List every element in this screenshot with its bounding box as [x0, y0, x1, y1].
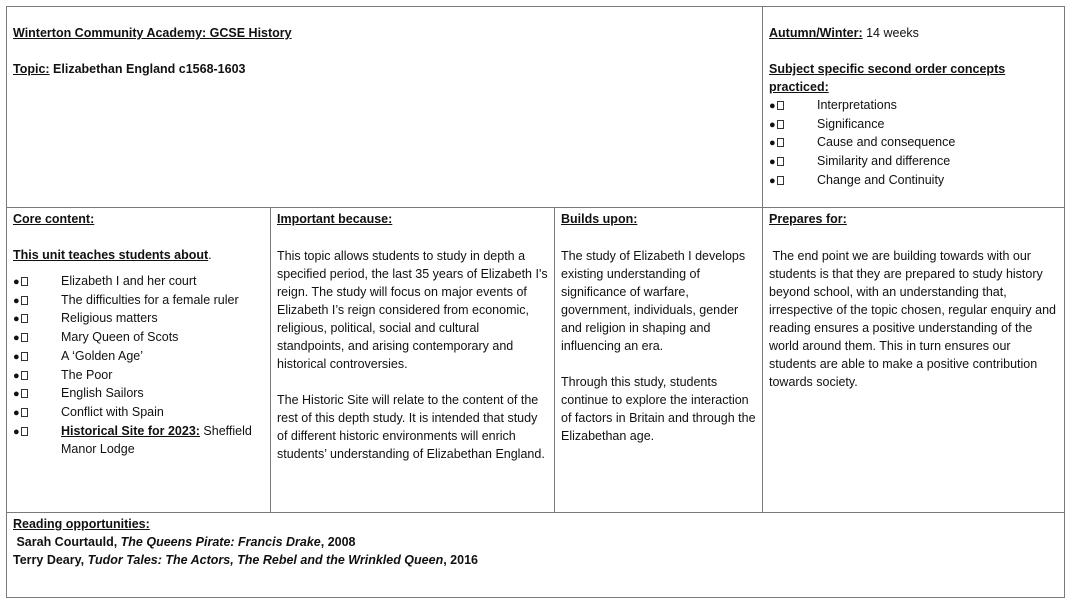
concept-item: [769, 152, 1058, 171]
core-list-item: [13, 272, 264, 291]
core-list-item: [13, 347, 264, 366]
concept-item: [769, 133, 1058, 152]
concepts-list: [769, 96, 1058, 190]
concept-item: [769, 96, 1058, 115]
core-list-item: [13, 384, 264, 403]
book-2-year: , 2016: [443, 553, 478, 567]
core-list-item: [13, 366, 264, 385]
core-list-item: [13, 291, 264, 310]
reading-heading: Reading opportunities:: [13, 517, 150, 531]
builds-para-2: Through this study, students continue to explore the interaction of factors in Britain and through the Elizabethan age.: [561, 375, 756, 443]
important-para-2: The Historic Site will relate to the content of the rest of this depth study. It is intended that study of different historic environments will enrich students’ understanding of Elizabethan England.: [277, 393, 545, 461]
term-cell: [762, 6, 1065, 208]
prepares-heading: Prepares for:: [769, 212, 847, 226]
topic-value: Elizabethan England c1568-1603: [49, 62, 246, 76]
concept-label: Significance: [817, 116, 885, 131]
term-label: Autumn/Winter:: [769, 26, 863, 40]
concepts-heading: Subject specific second order concepts practiced:: [769, 62, 1006, 94]
book-2-author: Terry Deary,: [13, 553, 88, 567]
core-item-label: Religious matters: [61, 311, 158, 326]
core-list-item: [13, 403, 264, 422]
bullet-icon: ●: [13, 272, 28, 292]
concept-label: Similarity and difference: [817, 154, 951, 169]
bullet-icon: ●: [769, 133, 784, 153]
core-list: [13, 272, 264, 459]
core-item-label: The Poor: [61, 367, 113, 382]
bullet-icon: ●: [13, 328, 28, 348]
core-item-label: Elizabeth I and her court: [61, 274, 197, 288]
core-list-item: [13, 328, 264, 347]
term-value: 14 weeks: [862, 26, 919, 40]
core-intro: [13, 246, 264, 264]
builds-cell: [554, 207, 763, 513]
core-intro-text: This unit teaches students about: [13, 248, 209, 262]
concept-label: Cause and consequence: [817, 135, 956, 150]
book-2: [13, 551, 1058, 569]
concept-label: Interpretations: [817, 98, 897, 112]
book-1-year: , 2008: [320, 535, 356, 549]
bullet-icon: ●: [13, 366, 28, 386]
header-cell: [6, 6, 763, 208]
concept-item: [769, 115, 1058, 134]
bullet-icon: ●: [769, 115, 784, 135]
bullet-icon: ●: [13, 309, 28, 329]
core-intro-end: .: [208, 248, 212, 262]
important-cell: [270, 207, 555, 513]
core-item-label: Mary Queen of Scots: [61, 330, 179, 345]
concept-label: Change and Continuity: [817, 172, 945, 187]
school-title: Winterton Community Academy: GCSE History: [13, 26, 292, 40]
bullet-icon: ●: [13, 403, 28, 423]
bullet-icon: ●: [769, 152, 784, 172]
reading-cell: [6, 512, 1065, 598]
builds-para-1: The study of Elizabeth I develops existing understanding of significance of warfare, government, individuals, gender and religion in shaping and influencing an era.: [561, 249, 746, 353]
site-label: Historical Site for 2023:: [61, 423, 200, 438]
term-line: [769, 24, 1058, 42]
core-heading: Core content:: [13, 212, 95, 226]
core-content-cell: [6, 207, 271, 513]
core-item-label: English Sailors: [61, 386, 144, 401]
important-para-1: This topic allows students to study in depth a specified period, the last 35 years of Elizabeth I's reign. The study will focus on major events of Elizabeth I’s reign considered from economic, religious, political, social and cultural standpoints, and arising contemporary and historical controversies.: [277, 249, 548, 371]
topic-line: [13, 60, 756, 78]
core-item-label: Conflict with Spain: [61, 404, 164, 419]
core-list-item: [13, 309, 264, 328]
topic-label: Topic:: [13, 62, 50, 76]
core-item-label: A ‘Golden Age’: [61, 348, 144, 363]
book-1-author: Sarah Courtauld,: [13, 535, 121, 549]
book-1-title: The Queens Pirate: Francis Drake: [120, 535, 321, 549]
bullet-icon: ●: [769, 171, 784, 191]
important-heading: Important because:: [277, 212, 393, 226]
prepares-cell: [762, 207, 1065, 513]
book-1: [13, 533, 1058, 551]
bullet-icon: ●: [769, 96, 784, 116]
concept-item: [769, 171, 1058, 190]
prepares-para: The end point we are building towards with our students is that they are prepared to study history beyond school, with an understanding that, irrespective of the topic chosen, regular enquiry and reading ensures a positive understanding of the world around them. This in turn ensures our students are able to make a positive contribution towards society.: [769, 249, 1060, 389]
bullet-icon: ●: [13, 422, 28, 442]
bullet-icon: ●: [13, 384, 28, 404]
site-value: Sheffield Manor Lodge: [61, 423, 252, 457]
core-item-label: The difficulties for a female ruler: [61, 292, 239, 307]
bullet-icon: ●: [13, 347, 28, 367]
core-list-item-site: [13, 422, 264, 459]
builds-heading: Builds upon:: [561, 212, 638, 226]
book-2-title: Tudor Tales: The Actors, The Rebel and the Wrinkled Queen: [87, 553, 444, 567]
bullet-icon: ●: [13, 291, 28, 311]
